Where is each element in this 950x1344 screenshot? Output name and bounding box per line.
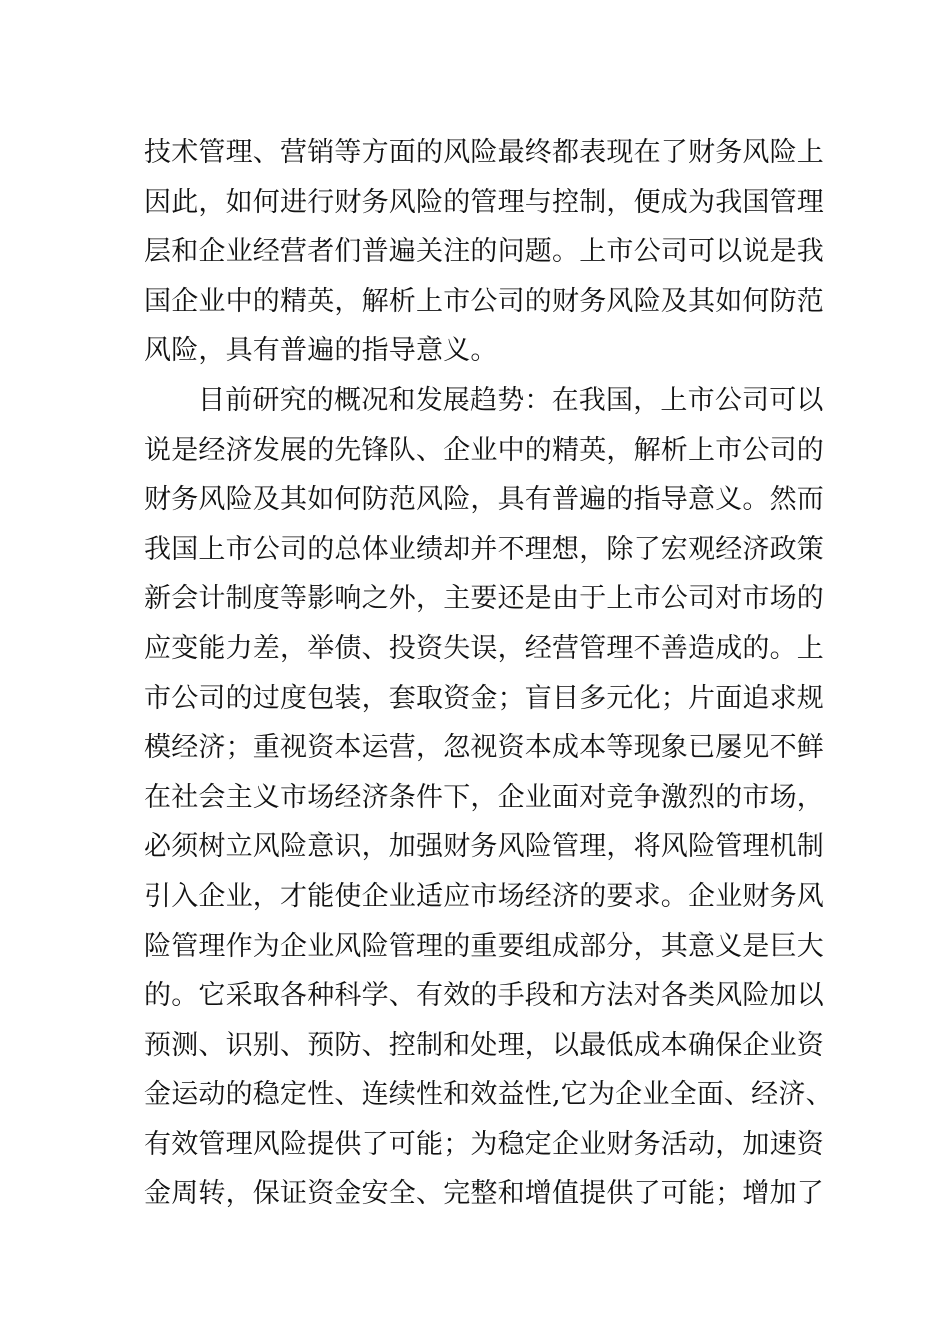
text-line: 因此，如何进行财务风险的管理与控制，便成为我国管理 [144, 186, 824, 218]
text-line: 引入企业，才能使企业适应市场经济的要求。企业财务风 [144, 880, 824, 912]
text-line: 市公司的过度包装，套取资金；盲目多元化；片面追求规 [144, 682, 824, 714]
text-line: 层和企业经营者们普遍关注的问题。上市公司可以说是我 [144, 236, 824, 268]
text-line: 说是经济发展的先锋队、企业中的精英，解析上市公司的 [144, 434, 824, 466]
text-line: 我国上市公司的总体业绩却并不理想，除了宏观经济政策 [144, 533, 824, 565]
text-line: 必须树立风险意识，加强财务风险管理，将风险管理机制 [144, 831, 824, 863]
text-line: 在社会主义市场经济条件下，企业面对竞争激烈的市场， [144, 781, 824, 813]
text-line: 模经济；重视资本运营，忽视资本成本等现象已屡见不鲜 [144, 732, 824, 764]
text-line: 国企业中的精英，解析上市公司的财务风险及其如何防范 [144, 285, 824, 317]
body-text [144, 128, 833, 1219]
text-line: 应变能力差，举债、投资失误，经营管理不善造成的。上 [144, 632, 824, 664]
text-line: 有效管理风险提供了可能；为稳定企业财务活动，加速资 [144, 1128, 824, 1160]
text-line: 金周转，保证资金安全、完整和增值提供了可能；增加了 [144, 1178, 824, 1210]
text-line-indented: 目前研究的概况和发展趋势：在我国，上市公司可以 [198, 384, 824, 416]
text-line: 金运动的稳定性、连续性和效益性,它为企业全面、经济、 [144, 1079, 833, 1111]
text-line: 技术管理、营销等方面的风险最终都表现在了财务风险上 [144, 137, 824, 168]
text-line: 的。它采取各种科学、有效的手段和方法对各类风险加以 [144, 980, 824, 1012]
text-line: 风险，具有普遍的指导意义。 [144, 335, 498, 367]
text-line: 险管理作为企业风险管理的重要组成部分，其意义是巨大 [144, 930, 824, 962]
text-line: 预测、识别、预防、控制和处理，以最低成本确保企业资 [144, 1029, 824, 1061]
text-line: 新会计制度等影响之外，主要还是由于上市公司对市场的 [144, 583, 824, 615]
text-line: 财务风险及其如何防范风险，具有普遍的指导意义。然而 [144, 484, 824, 516]
